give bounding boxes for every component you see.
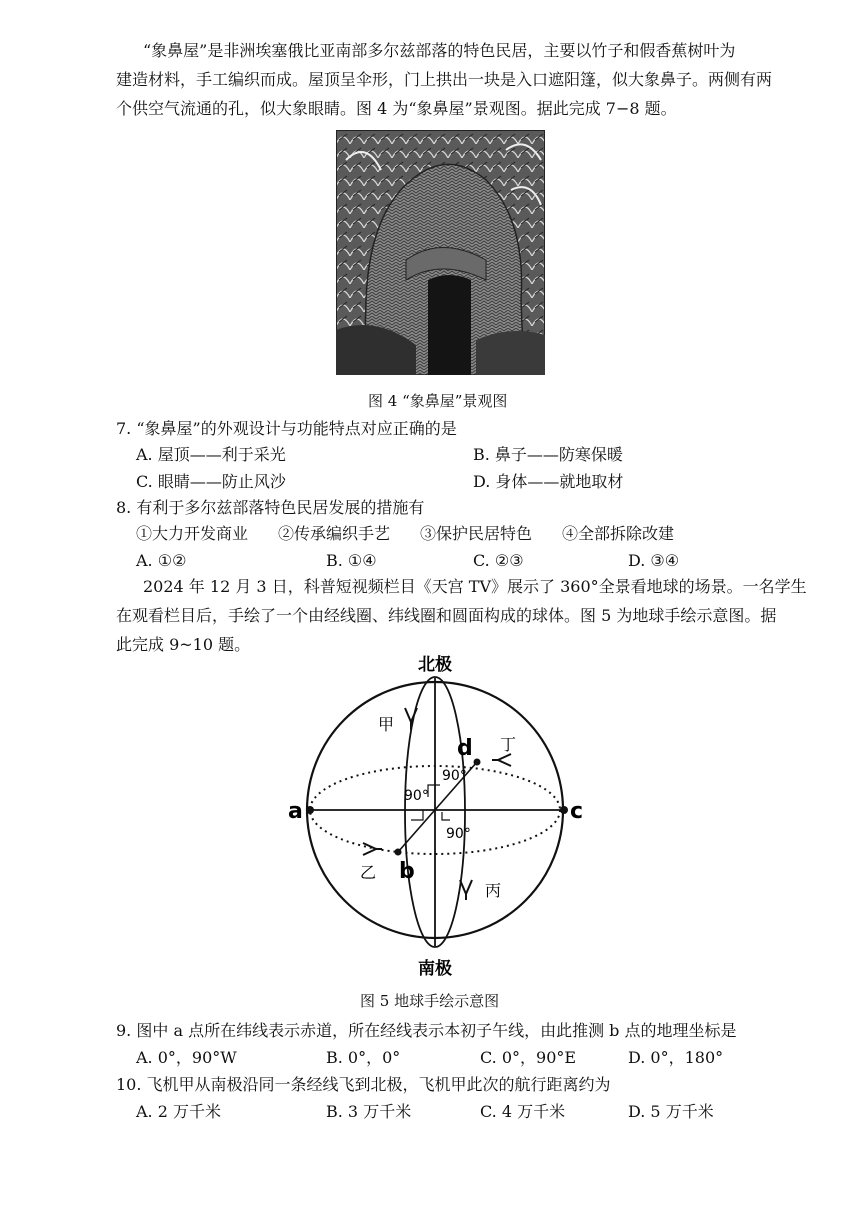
label-north-pole: 北极	[418, 655, 452, 675]
q8-option-c[interactable]: C. ②③	[473, 551, 524, 570]
q10-stem: 10. 飞机甲从南极沿同一条经线飞到北极，飞机甲此次的航行距离约为	[116, 1075, 611, 1094]
q9-stem: 9. 图中 a 点所在纬线表示赤道，所在经线表示本初子午线，由此推测 b 点的地理坐标是	[116, 1021, 737, 1040]
q7-option-d[interactable]: D. 身体——就地取材	[473, 472, 624, 491]
passage1-line1: “象鼻屋”是非洲埃塞俄比亚南部多尔兹部落的特色民居，主要以竹子和假香蕉树叶为	[143, 41, 736, 60]
q9-option-a[interactable]: A. 0°，90°W	[136, 1048, 237, 1067]
label-south-pole: 南极	[418, 959, 452, 979]
label-c: c	[570, 799, 584, 824]
passage2-line3: 此完成 9~10 题。	[116, 635, 251, 654]
q10-option-d[interactable]: D. 5 万千米	[628, 1102, 714, 1121]
label-b: b	[399, 859, 415, 884]
q8-item-3: ③保护民居特色	[420, 524, 533, 543]
label-yi: 乙	[360, 863, 377, 882]
label-angle-left: 90°	[404, 788, 429, 804]
right-angle-marker	[411, 810, 423, 820]
passage1-line3: 个供空气流通的孔，似大象眼睛。图 4 为“象鼻屋”景观图。据此完成 7−8 题。	[116, 99, 677, 118]
right-angle-marker	[428, 785, 440, 797]
q10-option-b[interactable]: B. 3 万千米	[326, 1102, 412, 1121]
plane-yi-icon	[363, 843, 382, 855]
point-c	[560, 806, 568, 814]
q8-option-d[interactable]: D. ③④	[628, 551, 680, 570]
q9-option-d[interactable]: D. 0°，180°	[628, 1048, 724, 1067]
q10-option-a[interactable]: A. 2 万千米	[136, 1102, 221, 1121]
passage2-line1: 2024 年 12 月 3 日，科普短视频栏目《天宫 TV》展示了 360°全景看地球的场景。一名学生	[143, 577, 807, 596]
plane-ding-icon	[492, 754, 511, 766]
label-d: d	[457, 736, 473, 761]
q8-item-1: ①大力开发商业	[136, 524, 249, 543]
q8-item-2: ②传承编织手艺	[278, 524, 391, 543]
label-bing: 丙	[485, 881, 502, 900]
plane-bing-icon	[460, 880, 472, 900]
plane-jia-icon	[405, 708, 417, 730]
label-a: a	[288, 799, 303, 824]
q9-option-b[interactable]: B. 0°，0°	[326, 1048, 401, 1067]
q9-option-c[interactable]: C. 0°，90°E	[480, 1048, 577, 1067]
q7-stem: 7. “象鼻屋”的外观设计与功能特点对应正确的是	[116, 419, 457, 438]
q8-option-a[interactable]: A. ①②	[136, 551, 187, 570]
label-angle-bottom: 90°	[446, 826, 471, 842]
q7-option-a[interactable]: A. 屋顶——利于采光	[136, 445, 286, 464]
passage2-line2: 在观看栏目后，手绘了一个由经线圈、纬线圈和圆面构成的球体。图 5 为地球手绘示意图。据	[116, 606, 777, 625]
passage1-line2: 建造材料，手工编织而成。屋顶呈伞形，门上拱出一块是入口遮阳篷，似大象鼻子。两侧有两	[116, 70, 773, 89]
q7-option-b[interactable]: B. 鼻子——防寒保暖	[473, 445, 623, 464]
label-angle-top: 90°	[442, 768, 467, 784]
q7-option-c[interactable]: C. 眼睛——防止风沙	[136, 472, 286, 491]
right-angle-marker	[442, 812, 450, 820]
globe-diagram	[280, 650, 600, 990]
point-d	[474, 759, 481, 766]
point-a	[306, 806, 314, 814]
q8-item-4: ④全部拆除改建	[562, 524, 675, 543]
elephant-nose-house-photo	[336, 130, 545, 375]
label-jia: 甲	[378, 715, 395, 734]
figure4-caption: 图 4 “象鼻屋”景观图	[368, 392, 508, 410]
q8-option-b[interactable]: B. ①④	[326, 551, 377, 570]
q10-option-c[interactable]: C. 4 万千米	[480, 1102, 566, 1121]
label-ding: 丁	[500, 735, 517, 754]
figure5-caption: 图 5 地球手绘示意图	[360, 992, 500, 1010]
point-b	[395, 849, 402, 856]
q8-stem: 8. 有利于多尔兹部落特色民居发展的措施有	[116, 498, 425, 517]
